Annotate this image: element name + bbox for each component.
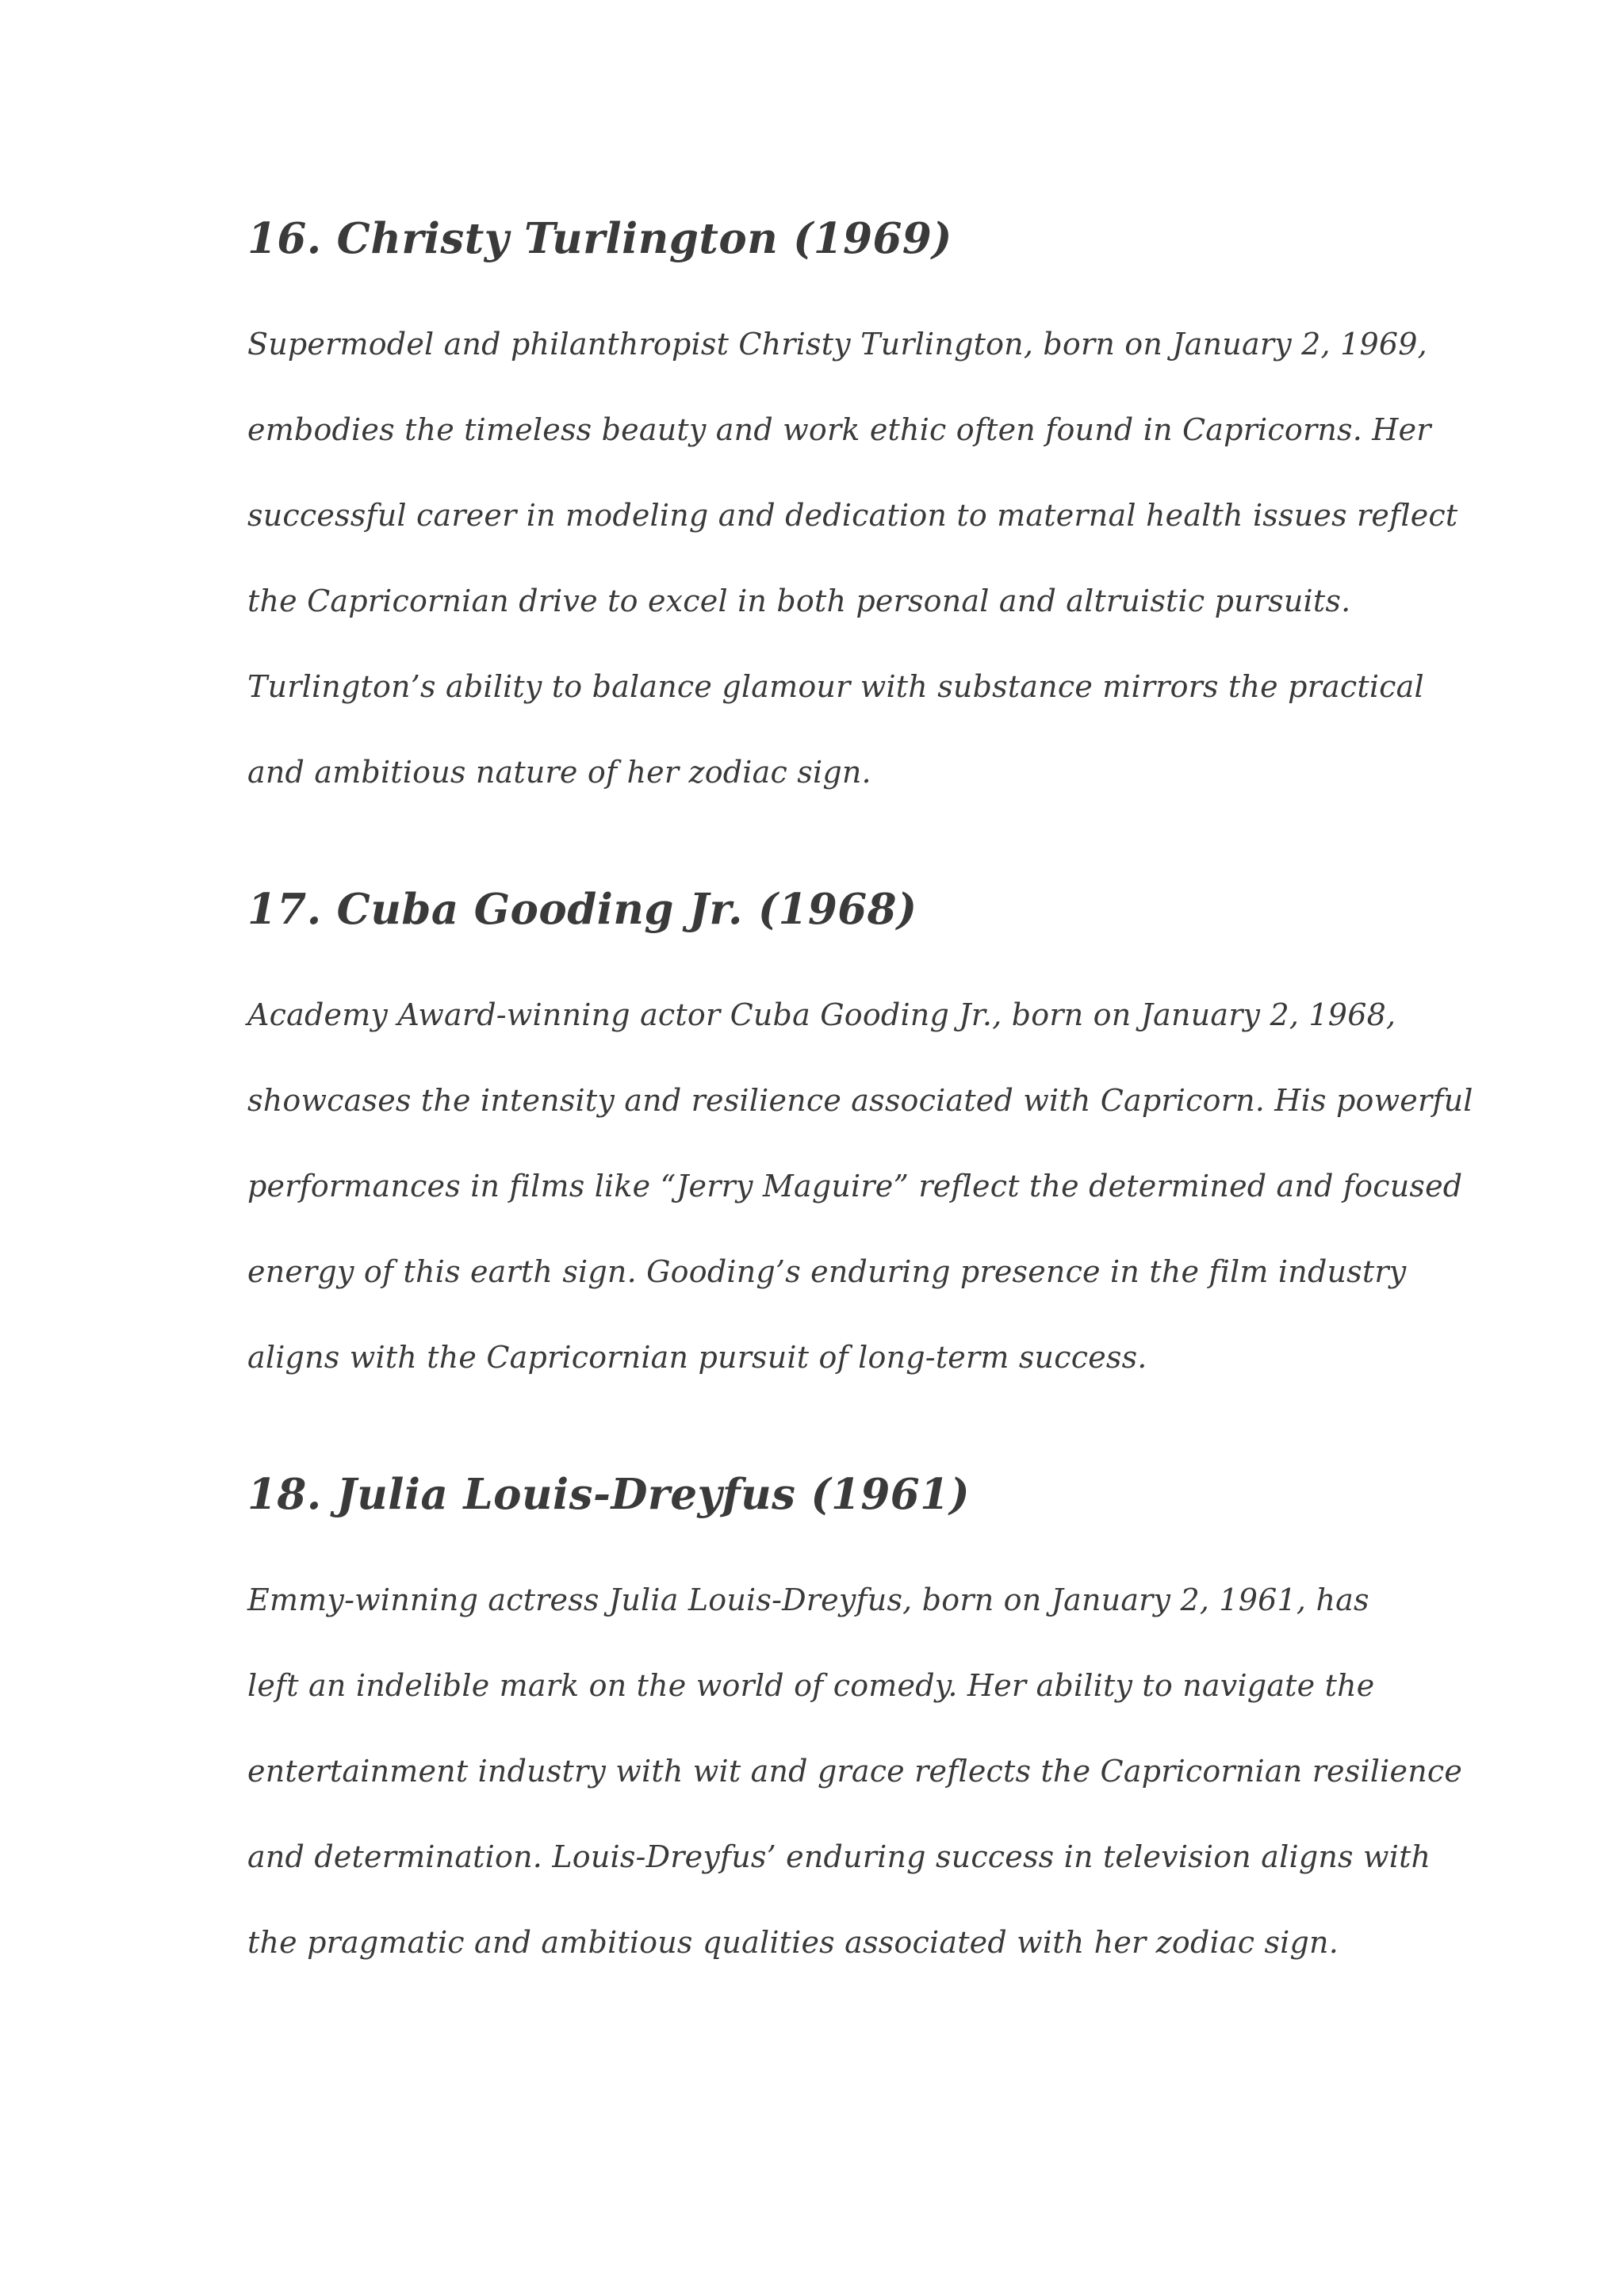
entry-paragraph (247, 301, 1458, 815)
paragraph-line: energy of this earth sign. Gooding’s enduring presence in the film industry (247, 1254, 1407, 1289)
paragraph-line: the pragmatic and ambitious qualities associated with her zodiac sign. (247, 1925, 1339, 1960)
paragraph-line: performances in films like “Jerry Maguire” reflect the determined and focused (247, 1169, 1463, 1203)
paragraph-line: Turlington’s ability to balance glamour with substance mirrors the practical (247, 669, 1424, 704)
entry-heading: 18. Julia Louis-Dreyfus (1961) (247, 1470, 971, 1519)
paragraph-line: Academy Award-winning actor Cuba Gooding Jr., born on January 2, 1968, (247, 997, 1396, 1032)
paragraph-line: entertainment industry with wit and grace reflects the Capricornian resilience (247, 1754, 1463, 1789)
paragraph-line: successful career in modeling and dedication to maternal health issues reflect (247, 498, 1458, 533)
paragraph-line: embodies the timeless beauty and work ethic often found in Capricorns. Her (247, 412, 1431, 447)
paragraph-line: showcases the intensity and resilience associated with Capricorn. His powerful (247, 1083, 1473, 1118)
entry-cuba-gooding-jr (247, 880, 1473, 1400)
paragraph-line: Emmy-winning actress Julia Louis-Dreyfus, born on January 2, 1961, has (247, 1582, 1369, 1617)
paragraph-line: left an indelible mark on the world of comedy. Her ability to navigate the (247, 1668, 1375, 1703)
entry-christy-turlington (247, 209, 1458, 815)
entry-heading: 16. Christy Turlington (1969) (247, 214, 952, 263)
entry-heading: 17. Cuba Gooding Jr. (1968) (247, 885, 917, 934)
paragraph-line: and determination. Louis-Dreyfus’ enduring success in television aligns with (247, 1839, 1431, 1874)
entry-julia-louis-dreyfus (247, 1465, 1463, 1985)
entry-paragraph (247, 1557, 1463, 1985)
paragraph-line: and ambitious nature of her zodiac sign. (247, 755, 871, 790)
entry-paragraph (247, 972, 1473, 1400)
paragraph-line: Supermodel and philanthropist Christy Turlington, born on January 2, 1969, (247, 327, 1427, 362)
paragraph-line: aligns with the Capricornian pursuit of long-term success. (247, 1340, 1147, 1375)
paragraph-line: the Capricornian drive to excel in both personal and altruistic pursuits. (247, 584, 1351, 618)
